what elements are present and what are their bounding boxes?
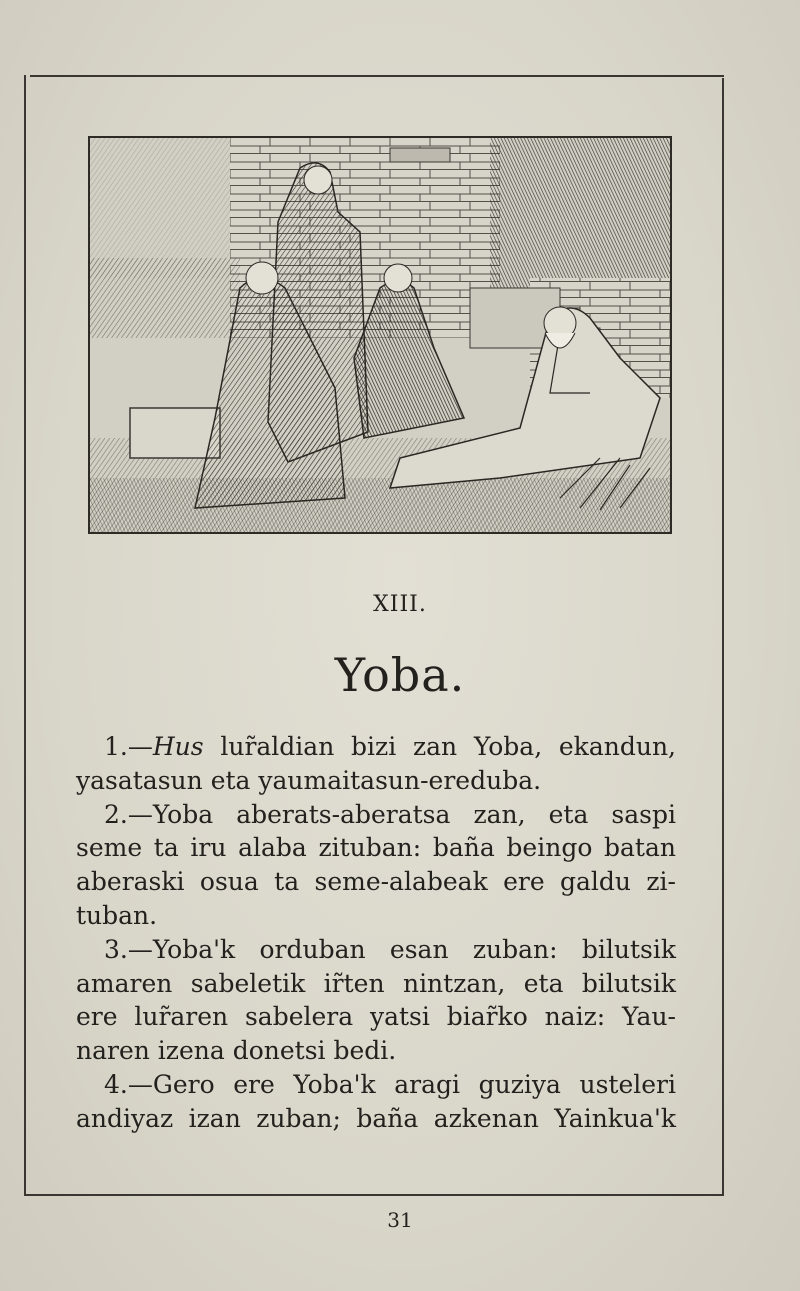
text-line: aberaski osua ta seme-alabeak ere galdu zi- [76,867,676,897]
text-line: ere lur̃aren sabelera yatsi biar̃ko naiz: Yau- [76,1002,676,1032]
text-line: 2.—Yoba aberats-aberatsa zan, eta saspi [104,799,676,829]
paragraph-4 [76,1068,676,1136]
text-line: 3.—Yoba'k orduban esan zuban: bilutsik [104,934,676,964]
frame-rule-right [722,78,724,1195]
text-line: tuban. [76,900,158,930]
text-line: andiyaz izan zuban; baña azkenan Yainkua'k [76,1103,676,1133]
text-line: 4.—Gero ere Yoba'k aragi guziya usteleri [104,1069,676,1099]
paragraph-3 [76,933,676,1068]
paragraph-2 [76,798,676,933]
chapter-number: XIII. [373,592,427,617]
engraving-job-and-friends-icon [88,136,672,534]
frame-rule-top [30,75,724,77]
page-number: 31 [387,1208,413,1232]
frame-rule-bottom [24,1194,724,1196]
frame-rule-left [24,75,26,1195]
paragraph-1 [76,730,676,798]
text-line: seme ta iru alaba zituban: baña beingo batan [76,833,676,863]
chapter-title: Yoba. [334,648,466,702]
place-name: Hus [152,732,204,761]
text-line: 1.—Hus lur̃aldian bizi zan Yoba, ekandun, [104,732,676,761]
text-line: amaren sabeletik ir̃ten nintzan, eta bilutsik [76,968,676,998]
body-text [76,730,676,1136]
text-line: naren izena donetsi bedi. [76,1036,397,1066]
text-line: yasatasun eta yaumaitasun-ereduba. [76,765,542,795]
